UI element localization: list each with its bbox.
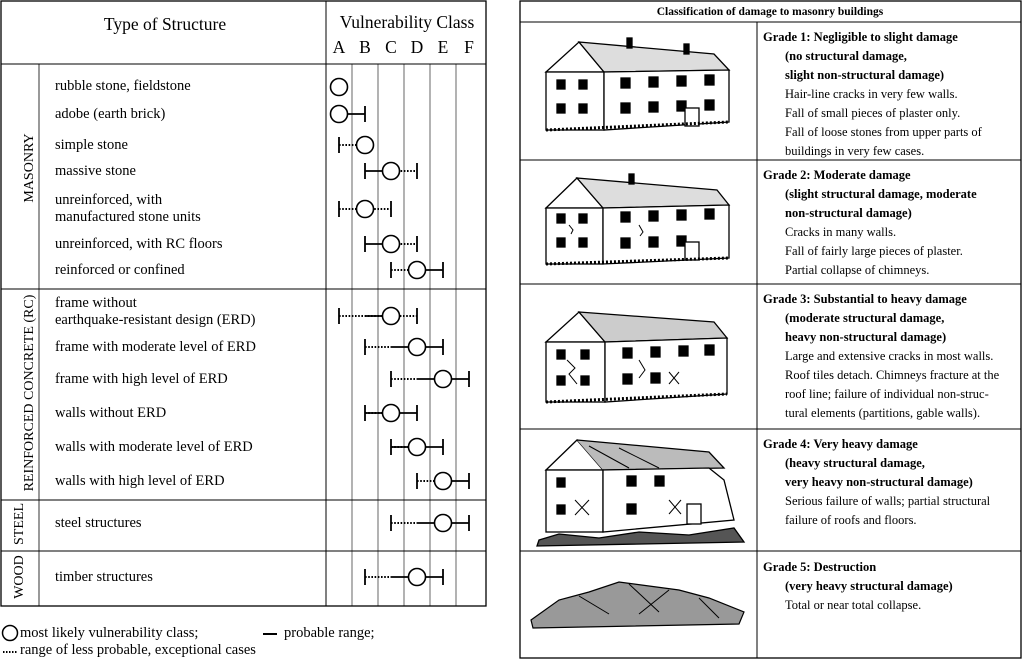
grade-subtitle-line: (moderate structural damage, bbox=[785, 311, 945, 325]
structure-type-label bbox=[55, 262, 185, 279]
grade-description-line: Roof tiles detach. Chimneys fracture at the bbox=[785, 368, 1000, 382]
structure-type-label bbox=[55, 439, 253, 456]
structure-type-label-line: reinforced or confined bbox=[55, 262, 185, 278]
structure-type-label bbox=[55, 371, 228, 388]
structure-type-label bbox=[55, 569, 153, 586]
grade-subtitle-line: slight non-structural damage) bbox=[785, 68, 945, 82]
grade-description-line: Total or near total collapse. bbox=[785, 598, 922, 612]
grade-1-description bbox=[763, 28, 982, 161]
grade-description-line: Fall of small pieces of plaster only. bbox=[785, 106, 961, 120]
building-grade-2-image bbox=[546, 174, 729, 264]
grade-description-line: Hair-line cracks in very few walls. bbox=[785, 87, 958, 101]
structure-type-label bbox=[55, 78, 191, 95]
grade-title: Grade 5: Destruction bbox=[763, 560, 877, 574]
grade-subtitle-line: (very heavy structural damage) bbox=[785, 579, 953, 593]
grade-description-line: Fall of loose stones from upper parts of bbox=[785, 125, 982, 139]
most-likely-marker bbox=[331, 79, 348, 96]
legend-solid-icon bbox=[263, 630, 279, 638]
structure-type-label bbox=[55, 515, 142, 532]
most-likely-marker bbox=[409, 439, 426, 456]
grade-subtitle-line: (no structural damage, bbox=[785, 49, 907, 63]
grade-description-line: tural elements (partitions, gable walls). bbox=[785, 406, 981, 420]
grade-description-line: Fall of fairly large pieces of plaster. bbox=[785, 244, 963, 258]
structure-type-label bbox=[55, 163, 136, 180]
grade-title: Grade 3: Substantial to heavy damage bbox=[763, 292, 967, 306]
class-letter-e: E bbox=[437, 37, 449, 57]
most-likely-marker bbox=[409, 262, 426, 279]
class-letter-c: C bbox=[385, 37, 397, 57]
structure-type-label bbox=[55, 137, 128, 154]
legend-most-likely: most likely vulnerability class; bbox=[20, 625, 199, 641]
most-likely-marker bbox=[409, 339, 426, 356]
structure-type-label-line: simple stone bbox=[55, 137, 128, 153]
grade-title: Grade 1: Negligible to slight damage bbox=[763, 30, 958, 44]
building-grade-5-image bbox=[531, 582, 744, 628]
structure-type-label bbox=[55, 192, 201, 226]
structure-type-label-line: rubble stone, fieldstone bbox=[55, 78, 191, 94]
class-letter-b: B bbox=[359, 37, 371, 57]
structure-type-label bbox=[55, 405, 166, 422]
grade-subtitle-line: heavy non-structural damage) bbox=[785, 330, 947, 344]
most-likely-marker bbox=[357, 201, 374, 218]
structure-type-label bbox=[55, 339, 256, 356]
structure-type-label-line: frame with high level of ERD bbox=[55, 371, 228, 387]
vulnerability-class-header: Vulnerability Class bbox=[339, 12, 475, 32]
structure-type-label-line: walls with moderate level of ERD bbox=[55, 439, 253, 455]
structure-type-label-line: frame without bbox=[55, 295, 137, 311]
type-of-structure-header: Type of Structure bbox=[103, 14, 227, 34]
class-letter-f: F bbox=[464, 37, 474, 57]
grade-description-line: Serious failure of walls; partial structural bbox=[785, 494, 991, 508]
building-grade-4-image bbox=[537, 440, 744, 546]
structure-type-label-line: adobe (earth brick) bbox=[55, 106, 166, 122]
grade-subtitle-line: (heavy structural damage, bbox=[785, 456, 925, 470]
class-letter-d: D bbox=[410, 37, 424, 57]
structure-type-label bbox=[55, 295, 256, 329]
most-likely-marker bbox=[383, 405, 400, 422]
grade-subtitle-line: non-structural damage) bbox=[785, 206, 912, 220]
grade-description-line: roof line; failure of individual non-struc- bbox=[785, 387, 989, 401]
most-likely-marker bbox=[357, 137, 374, 154]
grade-description-line: buildings in very few cases. bbox=[785, 144, 925, 158]
legend-circle-icon bbox=[3, 626, 18, 641]
grade-description-line: Large and extensive cracks in most walls. bbox=[785, 349, 994, 363]
grade-subtitle-line: very heavy non-structural damage) bbox=[785, 475, 973, 489]
most-likely-marker bbox=[435, 473, 452, 490]
damage-classification-table bbox=[519, 0, 1024, 660]
legend-probable: probable range; bbox=[284, 625, 375, 641]
most-likely-marker bbox=[383, 163, 400, 180]
building-grade-3-image bbox=[546, 312, 727, 402]
structure-type-label-line: timber structures bbox=[55, 569, 153, 585]
grade-title: Grade 4: Very heavy damage bbox=[763, 437, 918, 451]
structure-type-label-line: earthquake-resistant design (ERD) bbox=[55, 312, 256, 328]
structure-type-label bbox=[55, 106, 165, 123]
structure-type-label-line: massive stone bbox=[55, 163, 136, 179]
structure-type-label-line: manufactured stone units bbox=[55, 209, 201, 225]
grade-2-description bbox=[763, 166, 977, 280]
category-label-steel: STEEL bbox=[12, 503, 27, 545]
grade-description-line: Cracks in many walls. bbox=[785, 225, 897, 239]
structure-type-label bbox=[55, 236, 223, 253]
most-likely-marker bbox=[383, 308, 400, 325]
category-label-wood: WOOD bbox=[12, 555, 27, 599]
grade-description-line: failure of roofs and floors. bbox=[785, 513, 917, 527]
structure-type-label-line: frame with moderate level of ERD bbox=[55, 339, 256, 355]
vulnerability-table bbox=[0, 0, 488, 608]
legend-less-probable: range of less probable, exceptional cases bbox=[20, 642, 256, 658]
most-likely-marker bbox=[409, 569, 426, 586]
structure-type-label-line: steel structures bbox=[55, 515, 142, 531]
most-likely-marker bbox=[435, 371, 452, 388]
category-label-rc: REINFORCED CONCRETE (RC) bbox=[22, 294, 37, 492]
grade-5-description bbox=[763, 558, 953, 615]
damage-table-title: Classification of damage to masonry buildings bbox=[656, 6, 884, 18]
grade-3-description bbox=[763, 290, 999, 423]
most-likely-marker bbox=[435, 515, 452, 532]
most-likely-marker bbox=[331, 106, 348, 123]
building-grade-1-image bbox=[546, 38, 729, 130]
structure-type-label bbox=[55, 473, 225, 490]
structure-type-label-line: unreinforced, with bbox=[55, 192, 163, 208]
structure-type-label-line: walls without ERD bbox=[55, 405, 167, 421]
grade-4-description bbox=[763, 435, 990, 530]
most-likely-marker bbox=[383, 236, 400, 253]
grade-title: Grade 2: Moderate damage bbox=[763, 168, 911, 182]
structure-type-label-line: walls with high level of ERD bbox=[55, 473, 225, 489]
category-label-masonry: MASONRY bbox=[22, 133, 37, 203]
grade-description-line: Partial collapse of chimneys. bbox=[785, 263, 930, 277]
class-letter-a: A bbox=[332, 37, 346, 57]
structure-type-label-line: unreinforced, with RC floors bbox=[55, 236, 223, 252]
grade-subtitle-line: (slight structural damage, moderate bbox=[785, 187, 977, 201]
